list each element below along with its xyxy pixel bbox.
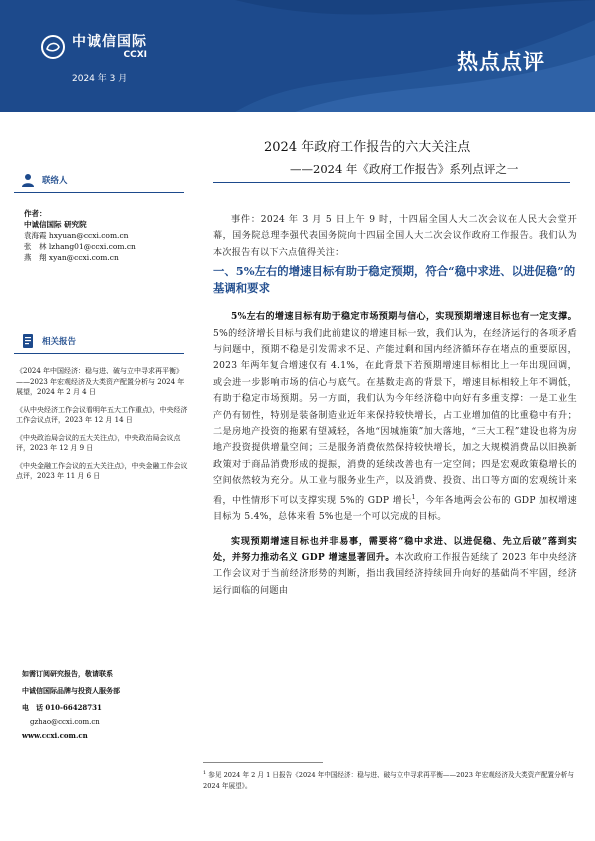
subscribe-note: 如需订阅研究报告，敬请联系 bbox=[22, 669, 113, 678]
page-subtitle: ——2024 年《政府工作报告》系列点评之一 bbox=[290, 162, 519, 176]
contacts-divider bbox=[14, 192, 184, 193]
related-report-item[interactable]: 《从中央经济工作会议看明年五大工作重点》，中央经济工作会议点评，2023 年 12 月 14 日 bbox=[16, 405, 188, 424]
author-name: 张 林 bbox=[24, 242, 47, 251]
logo-chinese-name: 中诚信国际 bbox=[72, 34, 147, 50]
contact-email[interactable]: gzhao@ccxi.com.cn bbox=[30, 718, 100, 726]
person-icon bbox=[20, 172, 36, 188]
footnote-divider bbox=[203, 762, 323, 763]
related-reports-list bbox=[16, 366, 188, 489]
paragraph-2-lead: 实现预期增速目标也并非易事，需要将“稳中求进、以进促稳、先立后破”落到实处，并努力推动名义 GDP 增速显著回升。 bbox=[213, 535, 577, 563]
paragraph-1-tail: ，今年各地两会公布的 GDP 加权增速目标为 5.4%，总体来看 5%也是一个可以完成的目标。 bbox=[213, 495, 577, 523]
contacts-heading-label: 联络人 bbox=[42, 176, 68, 186]
article-body bbox=[213, 212, 577, 599]
subscription-contact bbox=[22, 668, 120, 741]
related-divider bbox=[14, 353, 184, 354]
related-report-item[interactable]: 《中央金融工作会议的五大关注点》，中央金融工作会议点评，2023 年 11 月 6 日 bbox=[16, 461, 188, 480]
section-heading-1: 一、5%左右的增速目标有助于稳定预期，符合“稳中求进、以进促稳”的基调和要求 bbox=[213, 264, 576, 296]
document-icon bbox=[20, 333, 36, 349]
related-reports-label: 相关报告 bbox=[42, 337, 77, 347]
section-title: 热点点评 bbox=[457, 50, 545, 74]
authors-label: 作者： bbox=[24, 209, 47, 218]
authors-block bbox=[24, 208, 136, 263]
logo-english-name: CCXI bbox=[123, 50, 147, 60]
paragraph-2-text: 本次政府工作报告延续了 2023 年中央经济工作会议对于当前经济形势的判断，指出我国经济持续回升向好的基础尚不牢固，经济运行面临的问题由 bbox=[213, 552, 577, 596]
related-report-item[interactable]: 《中央政治局会议的五大关注点》，中央政治局会议点评，2023 年 12 月 9 日 bbox=[16, 433, 181, 452]
contacts-heading bbox=[20, 172, 68, 188]
report-date: 2024 年 3 月 bbox=[72, 74, 128, 84]
ccxi-logo-icon bbox=[40, 34, 66, 60]
author-email[interactable]: xyan@ccxi.com.cn bbox=[48, 253, 119, 262]
company-logo bbox=[40, 34, 147, 60]
author-row bbox=[24, 241, 136, 252]
author-email[interactable]: lzhang01@ccxi.com.cn bbox=[48, 242, 136, 251]
footnote-ref[interactable]: 1 bbox=[411, 493, 416, 501]
paragraph-1-text: 5%的经济增长目标与我们此前建议的增速目标一致，我们认为，在经济运行的各项矛盾与问题中，预期不稳是引发需求不足、产能过剩和国内经济循环存在堵点的重要原因，2023 年两年复合增速仅有 4.1%，在此背景下若预期增速目标相比上一年出现回调，或会进一步影响市场的信心与底气。在基数走高的背景下，增速目标相较上年不调低，有助于稳定市场预期。另一方面，我们认为今年经济稳中向好有多重支撑：一是工业生产仍有韧性，特别是装备制造业近年来保持较快增长，占工业增加值的比重稳中有升；二是房地产投资的拖累有望减轻，各地“因城施策”加大落地，“三大工程”建设也将为房地产投资提供增量空间；三是服务消费依然保持较快增长，加之大规模消费品以旧换新政策对于商品消费形成的提振，消费的延续改善也有一定空间；四是宏观政策稳增长的空间依然较为充分。从工业与服务业生产，以及消费、投资、出口等方面的宏观统计来看，中性情形下可以支撑实现 5%的 GDP 增长 bbox=[213, 328, 577, 506]
contact-phone: 电 话 010-66428731 bbox=[22, 703, 102, 712]
author-email[interactable]: hxyuan@ccxi.com.cn bbox=[48, 231, 129, 240]
footnote-mark: 1 bbox=[203, 770, 207, 776]
service-department: 中诚信国际品牌与投资人服务部 bbox=[22, 686, 120, 695]
title-divider bbox=[213, 182, 570, 183]
author-row bbox=[24, 230, 136, 241]
paragraph-2 bbox=[213, 534, 577, 600]
related-report-item[interactable]: 《2024 年中国经济：稳与进、破与立中寻求再平衡》——2023 年宏观经济及大类资产配置分析与 2024 年展望，2024 年 2 月 4 日 bbox=[16, 367, 185, 396]
footnote-text: 参见 2024 年 2 月 1 日报告《2024 年中国经济：稳与进、破与立中寻求再平衡——2023 年宏观经济及大类资产配置分析与 2024 年展望》。 bbox=[203, 771, 574, 791]
author-name: 燕 翔 bbox=[24, 253, 47, 262]
contact-website[interactable]: www.ccxi.com.cn bbox=[22, 731, 88, 740]
paragraph-1 bbox=[213, 309, 577, 525]
intro-paragraph: 事件：2024 年 3 月 5 日上午 9 时，十四届全国人大二次会议在人民大会堂开幕，国务院总理李强代表国务院向十四届全国人大二次会议作政府工作报告。我们认为本次报告有以下六点值得关注： bbox=[213, 215, 577, 258]
related-reports-heading bbox=[20, 333, 76, 349]
page-title: 2024 年政府工作报告的六大关注点 bbox=[264, 140, 471, 155]
header-band bbox=[0, 0, 595, 112]
author-name: 袁海霞 bbox=[24, 231, 47, 240]
author-row bbox=[24, 252, 136, 263]
footnote bbox=[203, 768, 575, 792]
authors-org: 中诚信国际 研究院 bbox=[24, 220, 87, 229]
paragraph-1-lead: 5%左右的增速目标有助于稳定市场预期与信心，实现预期增速目标也有一定支撑。 bbox=[231, 311, 577, 323]
